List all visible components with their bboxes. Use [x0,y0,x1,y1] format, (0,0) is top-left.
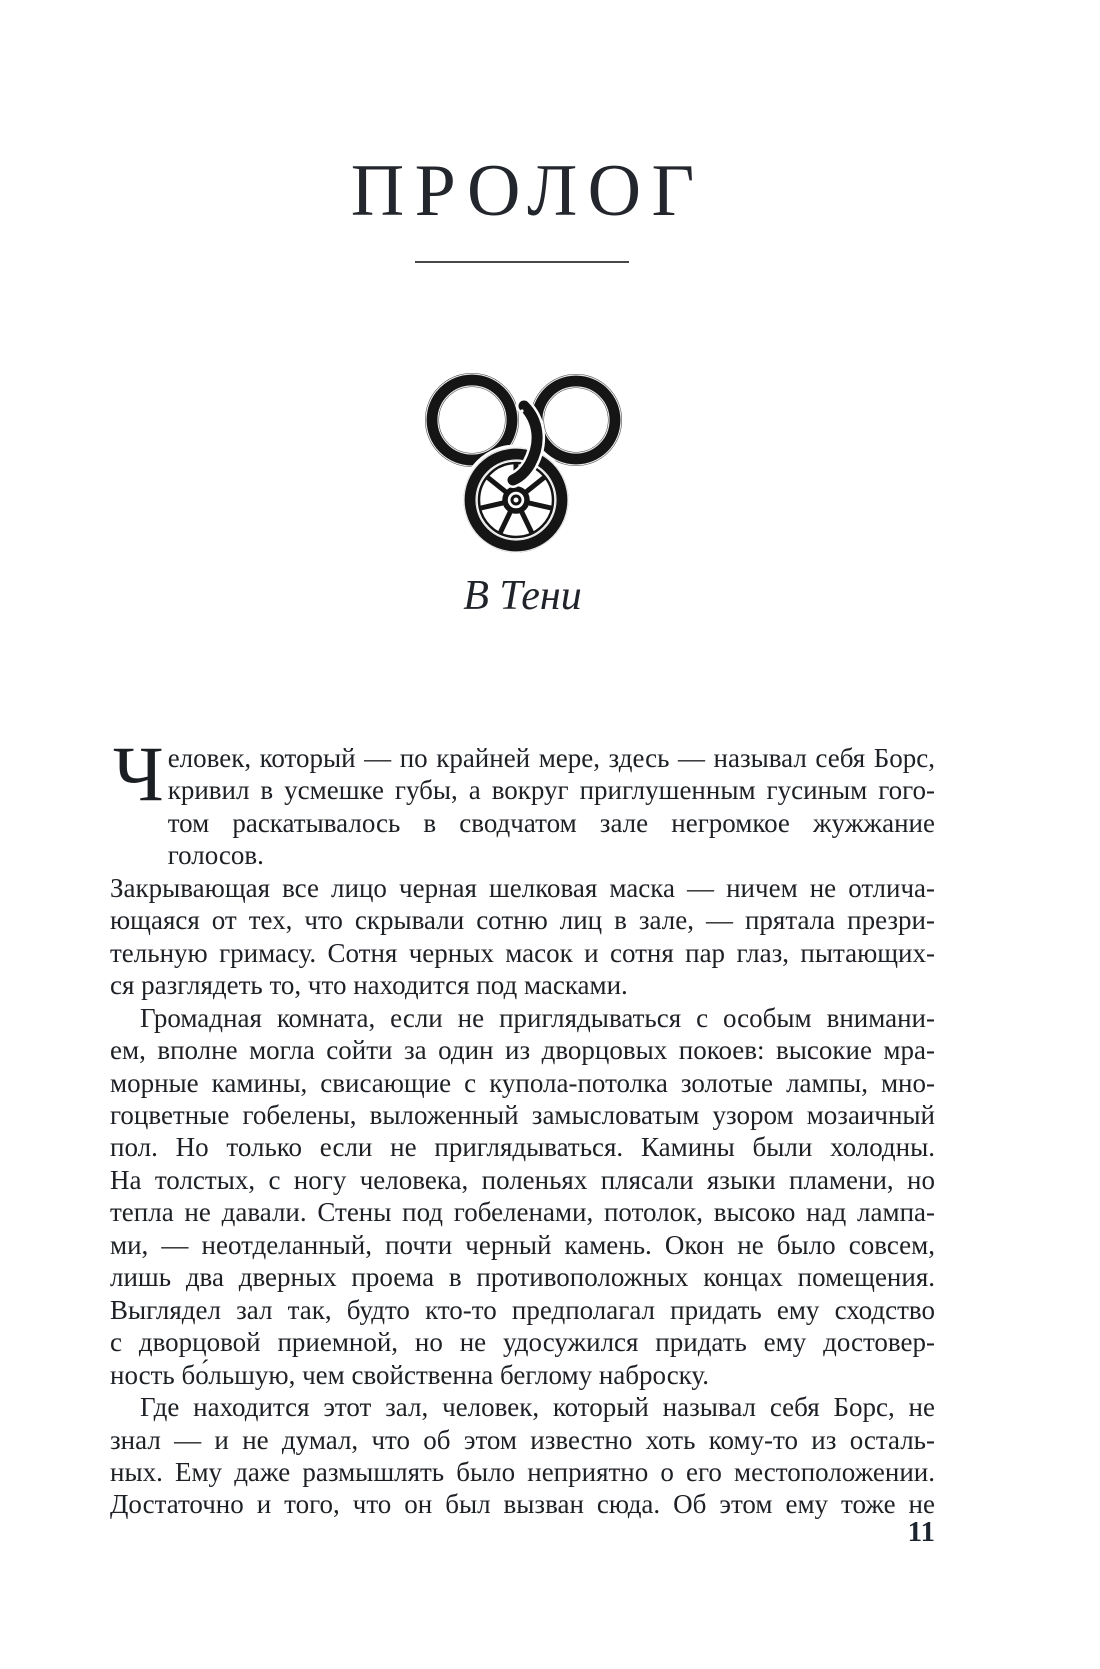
text-line: с дворцовой приемной, но не удосужился придать ему достовер- [110,1327,935,1358]
paragraph [110,730,935,1002]
wheel-serpent-emblem-icon [420,370,625,555]
text-line: ющаяся от тех, что скрывали сотню лиц в зале, — прятала презри- [110,905,935,936]
body-text [110,730,935,1521]
text-line: том раскатывалось в сводчатом зале негромкое жужжание голосов. [167,807,935,871]
page-number: 11 [907,1516,935,1548]
text-line: еловек, который — по крайней мере, здесь — называл себя Борс, [167,743,935,773]
title-divider [415,261,629,263]
page-title: ПРОЛОГ [350,150,705,232]
text-line: На толстых, с ногу человека, поленьях плясали языки пламени, но [110,1164,935,1195]
text-line: гоцветные гобелены, выложенный замысловатым узором мозаичный [110,1099,935,1130]
chapter-title: В Тени [463,573,582,619]
text-line: ми, — неотделанный, почти черный камень. Окон не было совсем, [110,1229,935,1260]
paragraph [110,1391,935,1521]
drop-cap: Ч [113,730,164,817]
text-line: лишь два дверных проема в противоположных концах помещения. [110,1262,935,1293]
text-line: ных. Ему даже размышлять было неприятно о его местоположении. [110,1456,935,1487]
text-line: Громадная комната, если не приглядываться с особым внимани- [140,1002,935,1033]
text-line: кривил в усмешке губы, а вокруг приглушенным гусиным гого- [167,775,935,806]
text-line: морные камины, свисающие с купола-потолка золотые лампы, мно- [110,1067,935,1098]
text-line: тепла не давали. Стены под гобеленами, потолок, высоко над лампа- [110,1197,935,1228]
text-line: пол. Но только если не приглядываться. Камины были холодны. [110,1132,935,1163]
text-line: знал — и не думал, что об этом известно хоть кому-то из осталь- [110,1424,935,1455]
text-line: Выглядел зал так, будто кто-то предполагал придать ему сходство [110,1294,935,1325]
text-line: ся разглядеть то, что находится под масками. [110,970,628,1001]
text-line: Достаточно и того, что он был вызван сюда. Об этом ему тоже не [110,1489,935,1520]
text-line: Закрывающая все лицо черная шелковая маска — ничем не отлича- [110,872,935,903]
paragraph [110,1002,935,1391]
text-line: Где находится этот зал, человек, который называл себя Борс, не [140,1392,935,1423]
text-line: ем, вполне могла сойти за один из дворцовых покоев: высокие мра- [110,1035,935,1066]
text-line: ность бо́льшую, чем свойственна беглому наброску. [110,1359,709,1390]
text-line: тельную гримасу. Сотня черных масок и сотня пар глаз, пытающих- [110,937,935,968]
